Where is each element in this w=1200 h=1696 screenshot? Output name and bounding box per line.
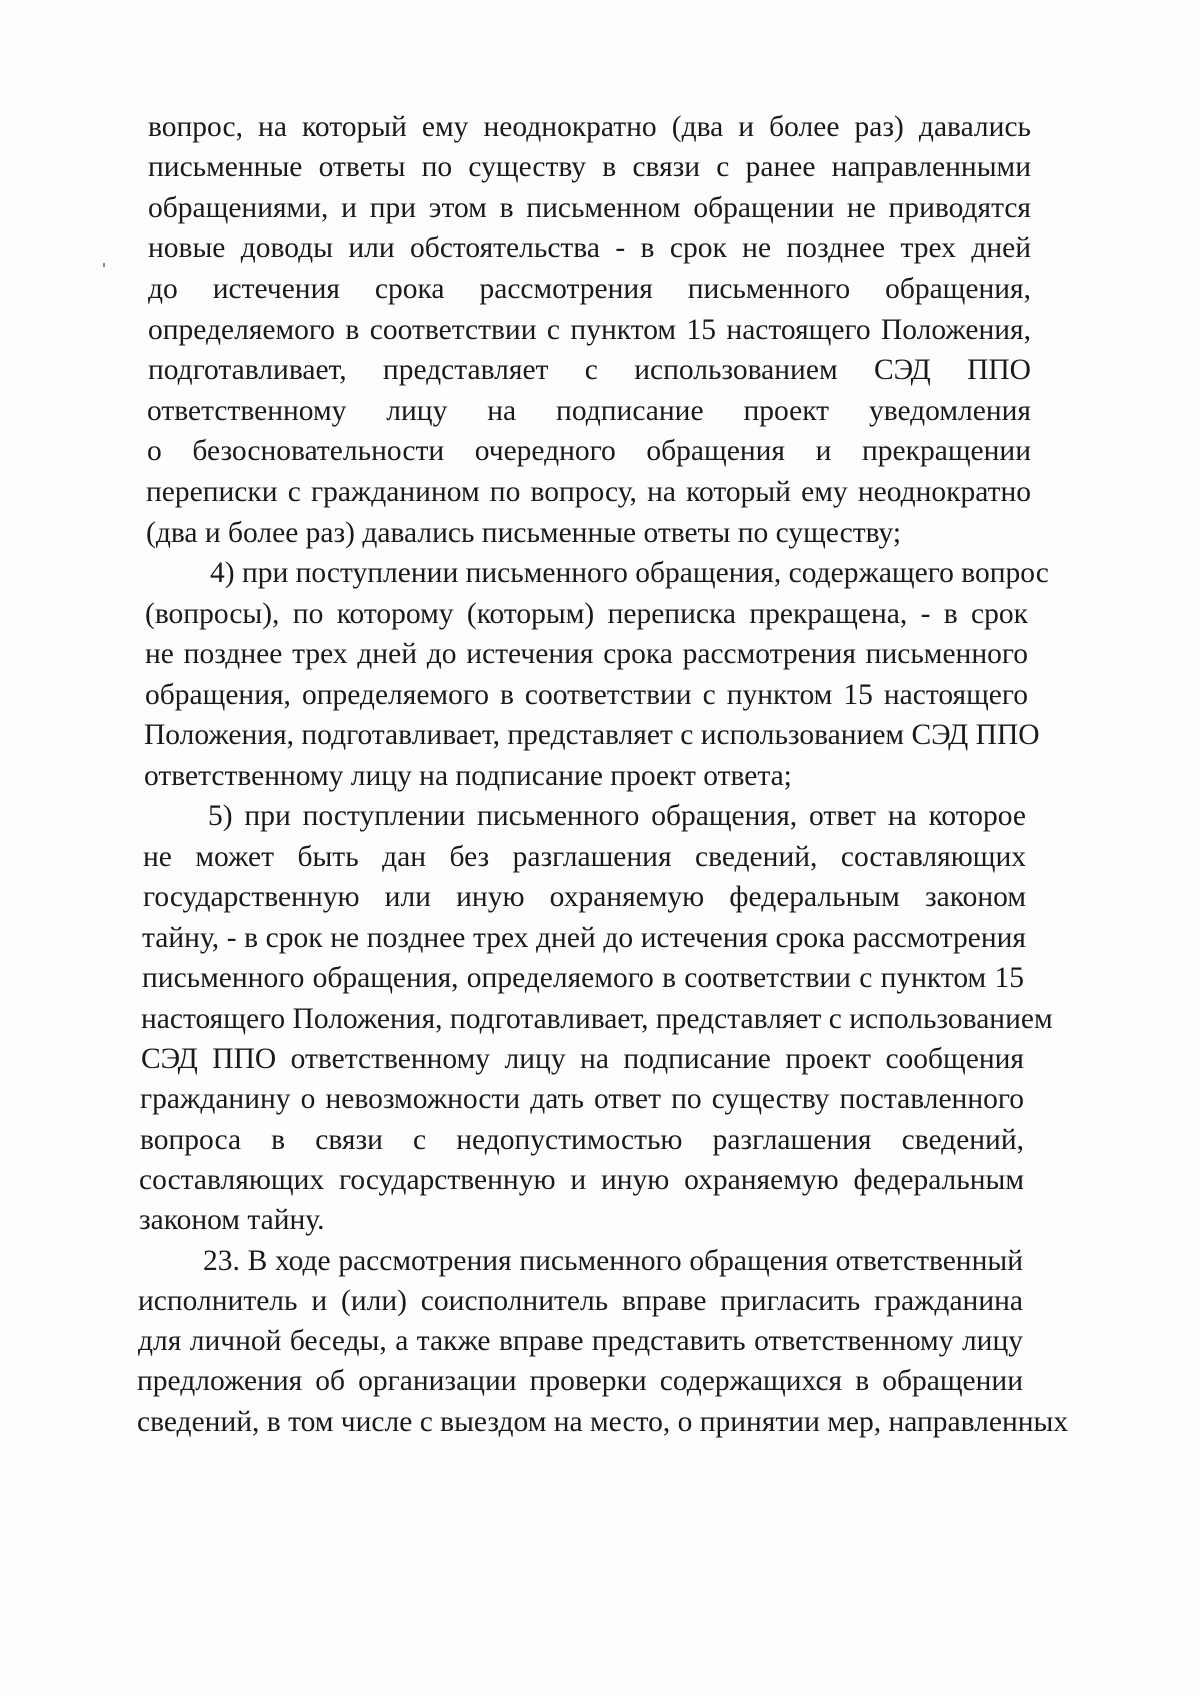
text-line: государственную или иную охраняемую федеральным законом [143,881,1026,913]
text-line: до истечения срока рассмотрения письменного обращения, [148,273,1031,305]
text-line: обращения, определяемого в соответствии с пунктом 15 настоящего [145,679,1028,711]
text-line: гражданину о невозможности дать ответ по существу поставленного [140,1083,1024,1115]
text-line: исполнитель и (или) соисполнитель вправе пригласить гражданина [138,1285,1023,1317]
text-line: законом тайну. [139,1204,325,1236]
text-line: (два и более раз) давались письменные ответы по существу; [146,517,902,549]
text-line: вопроса в связи с недопустимостью разглашения сведений, [140,1124,1024,1156]
text-line: письменного обращения, определяемого в соответствии с пунктом 15 [142,962,1024,994]
text-line: предложения об организации проверки содержащихся в обращении [137,1365,1023,1397]
text-line: переписки с гражданином по вопросу, на который ему неоднократно [146,476,1031,508]
text-line: не может быть дан без разглашения сведений, составляющих [143,841,1026,873]
text-line: не позднее трех дней до истечения срока рассмотрения письменного [145,638,1028,670]
text-line: сведений, в том числе с выездом на место, о принятии мер, направленных [137,1406,1069,1438]
text-line: письменные ответы по существу в связи с ранее направленными [148,151,1031,183]
list-item-4-line: 4) при поступлении письменного обращения, содержащего вопрос [210,557,1049,589]
text-line: вопрос, на который ему неоднократно (два и более раз) давались [148,111,1031,143]
text-line: определяемого в соответствии с пунктом 15 настоящего Положения, [148,314,1031,346]
section-23-line: 23. В ходе рассмотрения письменного обращения ответственный [203,1245,1023,1277]
text-line: Положения, подготавливает, представляет с использованием СЭД ППО [144,719,1040,751]
text-line: ответственному лицу на подписание проект ответа; [144,760,792,792]
text-line: настоящего Положения, подготавливает, представляет с использованием [141,1003,1053,1035]
scan-artifact [103,263,105,267]
text-line: для личной беседы, а также вправе представить ответственному лицу [138,1325,1023,1357]
text-line: подготавливает, представляет с использованием СЭД ППО [148,354,1031,386]
text-line: новые доводы или обстоятельства - в срок не позднее трех дней [148,232,1031,264]
text-line: (вопросы), по которому (которым) переписка прекращена, - в срок [145,598,1028,630]
text-line: СЭД ППО ответственному лицу на подписание проект сообщения [141,1043,1024,1075]
text-line: о безосновательности очередного обращения и прекращении [147,435,1031,467]
list-item-5-line: 5) при поступлении письменного обращения, ответ на которое [208,800,1026,832]
text-line: тайну, - в срок не позднее трех дней до истечения срока рассмотрения [142,922,1026,954]
text-line: ответственному лицу на подписание проект уведомления [147,395,1031,427]
text-line: составляющих государственную и иную охраняемую федеральным [139,1164,1024,1196]
text-line: обращениями, и при этом в письменном обращении не приводятся [148,192,1031,224]
